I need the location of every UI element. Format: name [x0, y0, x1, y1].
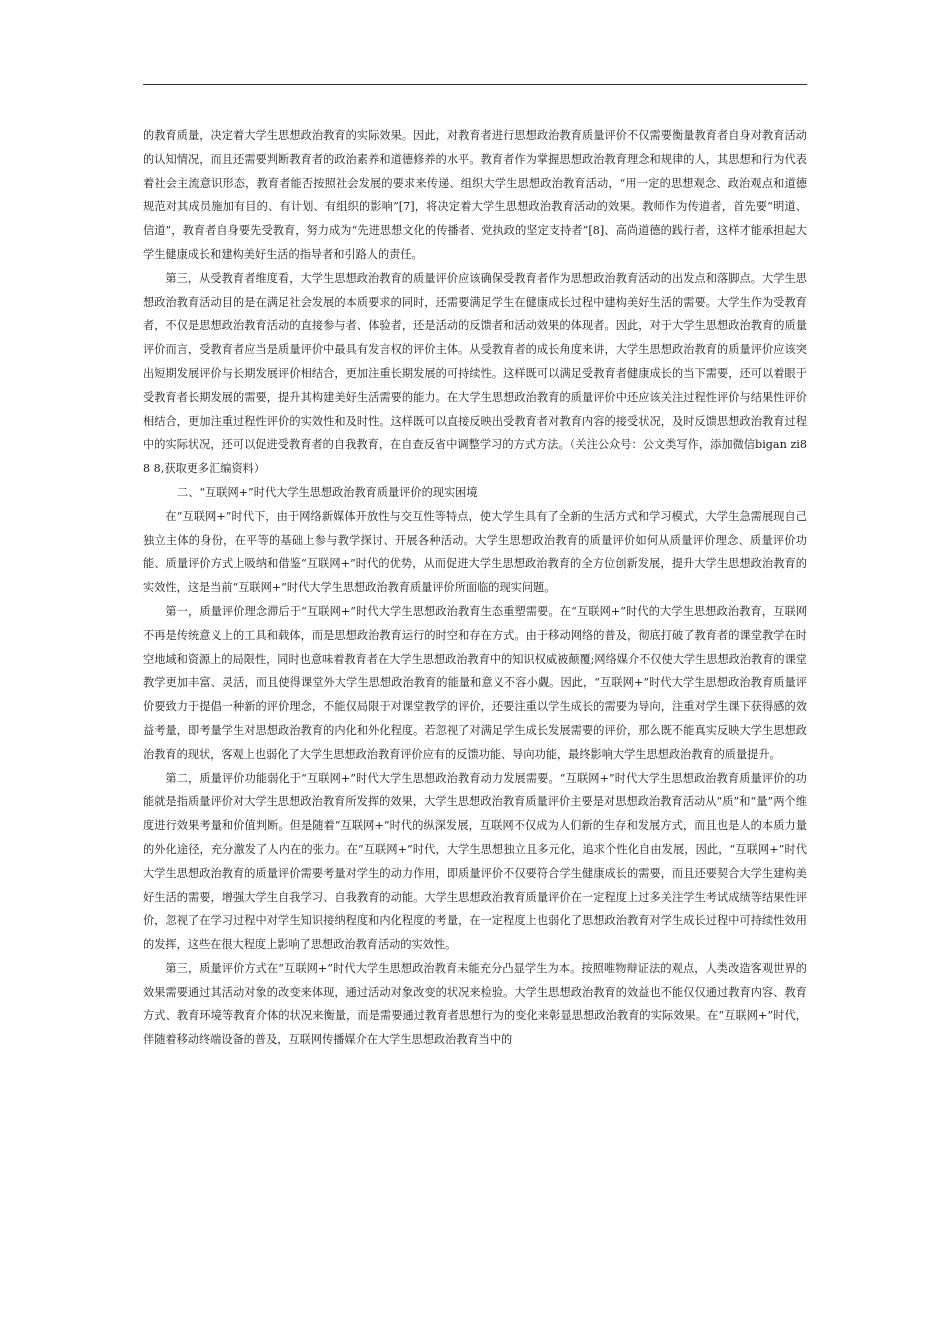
section-heading-realistic-dilemmas: 二、“互联网+”时代大学生思想政治教育质量评价的现实困境 — [177, 485, 478, 499]
paragraph-third-evaluation-method: 第三，质量评价方式在“互联网+”时代大学生思想政治教育未能充分凸显学生为本。按照唯物辩证法的观点，人类改造客观世界的效果需要通过其活动对象的改变来体现，通过活动对象改变的状况来检验。大学生思想政治教育的效益也不能仅仅通过教育内容、教育方式、教育环境等教育介体的状况来衡量，而是需要通过教育者思想行为的变化来彰显思想政治教育的实际效果。在“互联网+”时代，伴随着移动终端设备的普及，互联网传播媒介在大学生思想政治教育当中的 — [143, 961, 807, 1047]
header-rule — [143, 84, 807, 85]
paragraph-internet-era-intro: 在“互联网+”时代下，由于网络新媒体开放性与交互性等特点，使大学生具有了全新的生活方式和学习模式，大学生急需展现自己独立主体的身份，在平等的基础上参与教学探讨、开展各种活动。大学生思想政治教育的质量评价如何从质量评价理念、质量评价功能、质量评价方式上吸纳和借鉴“互联网+”时代的优势，从而促进大学生思想政治教育的全方位创新发展，提升大学生思想政治教育的实效性，这是当前“互联网+”时代大学生思想政治教育质量评价所面临的现实问题。 — [143, 509, 807, 595]
paragraph-third-learner-dimension: 第三，从受教育者维度看，大学生思想政治教育的质量评价应该确保受教育者作为思想政治教育活动的出发点和落脚点。大学生思想政治教育活动目的是在满足社会发展的本质要求的同时，还需要满足学生在健康成长过程中建构美好生活的需要。大学生作为受教育者，不仅是思想政治教育活动的直接参与者、体验者，还是活动的反馈者和活动效果的体现者。因此，对于大学生思想政治教育的质量评价而言，受教育者应当是质量评价中最具有发言权的评价主体。从受教育者的成长角度来讲，大学生思想政治教育的质量评价应该突出短期发展评价与长期发展评价相结合，更加注重长期发展的可持续性。这样既可以满足受教育者健康成长的当下需要，还可以着眼于受教育者长期发展的需要，提升其构建美好生活需要的能力。在大学生思想政治教育的质量评价中还应该关注过程性评价与结果性评价相结合，更加注重过程性评价的实效性和及时性。这样既可以直接反映出受教育者对教育内容的接受状况，及时反馈思想政治教育过程中的实际状况，还可以促进受教育者的自我教育，在自查反省中调整学习的方式方法。（关注公众号：公文类写作，添加微信bigan zi8 8 8,获取更多汇编资料） — [143, 271, 807, 476]
paragraph-educator-quality: 的教育质量，决定着大学生思想政治教育的实际效果。因此，对教育者进行思想政治教育质量评价不仅需要衡量教育者自身对教育活动的认知情况，而且还需要判断教育者的政治素养和道德修养的水平。教育者作为掌握思想政治教育理念和规律的人，其思想和行为代表着社会主流意识形态，教育者能否按照社会发展的要求来传递、组织大学生思想政治教育活动，“用一定的思想观念、政治观点和道德规范对其成员施加有目的、有计划、有组织的影响”[7]，将决定着大学生思想政治教育活动的效果。教师作为传道者，首先要“明道、信道”，教育者自身要先受教育，努力成为“先进思想文化的传播者、党执政的坚定支持者”[8]、高尚道德的践行者，这样才能承担起大学生健康成长和建构美好生活的指导者和引路人的责任。 — [143, 129, 807, 261]
paragraph-first-evaluation-concept: 第一，质量评价理念滞后于“互联网+”时代大学生思想政治教育生态重塑需要。在“互联网+”时代的大学生思想政治教育，互联网不再是传统意义上的工具和载体，而是思想政治教育运行的时空和存在方式。由于移动网络的普及，彻底打破了教育者的课堂教学在时空地域和资源上的局限性，同时也意味着教育者在大学生思想政治教育中的知识权威被颠覆;网络媒介不仅使大学生思想政治教育的课堂教学更加丰富、灵活，而且使得课堂外大学生思想政治教育的能量和意义不容小觑。因此，“互联网+”时代大学生思想政治教育质量评价要致力于提倡一种新的评价理念，不能仅局限于对课堂教学的评价，还要注重以学生成长的需要为导向，注重对学生课下获得感的效益考量，即考量学生对思想政治教育的内化和外化程度。若忽视了对满足学生成长发展需要的评价，那么既不能真实反映大学生思想政治教育的现状，客观上也弱化了大学生思想政治教育评价应有的反馈功能、导向功能，最终影响大学生思想政治教育的质量提升。 — [143, 604, 807, 761]
document-body — [143, 124, 807, 1052]
paragraph-second-evaluation-function: 第二，质量评价功能弱化于“互联网+”时代大学生思想政治教育动力发展需要。“互联网+”时代大学生思想政治教育质量评价的功能就是指质量评价对大学生思想政治教育所发挥的效果，大学生思想政治教育质量评价主要是对思想政治教育活动从“质”和“量”两个维度进行效果考量和价值判断。但是随着“互联网+”时代的纵深发展，互联网不仅成为人们新的生存和发展方式，而且也是人的本质力量的外化途径，充分激发了人内在的张力。在“互联网+”时代，大学生思想独立且多元化，追求个性化自由发展，因此，“互联网+”时代大学生思想政治教育的质量评价需要考量对学生的动力作用，即质量评价不仅要符合学生健康成长的需要，而且还要契合大学生建构美好生活的需要，增强大学生自我学习、自我教育的动能。大学生思想政治教育质量评价在一定程度上过多关注学生考试成绩等结果性评价，忽视了在学习过程中对学生知识接纳程度和内化程度的考量，在一定程度上也弱化了思想政治教育对学生成长过程中可持续性效用的发挥，这些在很大程度上影响了思想政治教育活动的实效性。 — [143, 771, 807, 952]
